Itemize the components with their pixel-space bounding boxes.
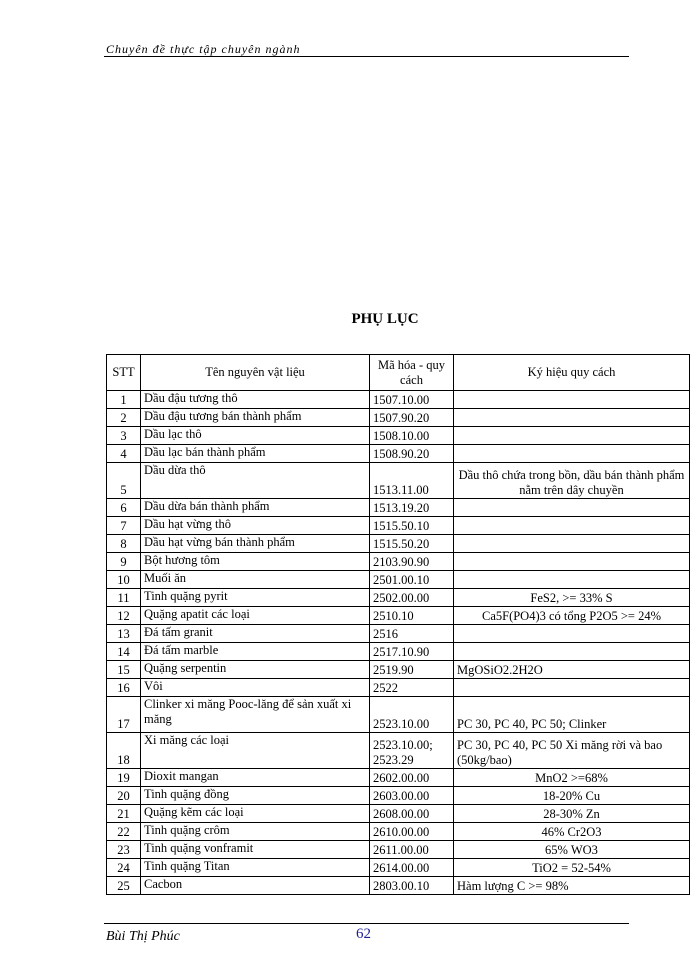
row-stt: 24 [107, 859, 141, 877]
row-material-name: Quặng apatit các loại [141, 607, 370, 625]
row-material-name: Tinh quặng pyrit [141, 589, 370, 607]
row-stt: 13 [107, 625, 141, 643]
row-stt: 22 [107, 823, 141, 841]
row-spec [454, 679, 690, 697]
row-code: 2516 [370, 625, 454, 643]
row-spec: 28-30% Zn [454, 805, 690, 823]
row-spec [454, 391, 690, 409]
row-stt: 3 [107, 427, 141, 445]
row-stt: 7 [107, 517, 141, 535]
row-code: 2523.10.00; 2523.29 [370, 733, 454, 769]
row-material-name: Tinh quặng đồng [141, 787, 370, 805]
table-row [107, 697, 690, 733]
row-material-name: Xi măng các loại [141, 733, 370, 769]
row-stt: 10 [107, 571, 141, 589]
table-row [107, 409, 690, 427]
row-material-name: Tinh quặng crôm [141, 823, 370, 841]
footer-rule [104, 923, 629, 924]
row-material-name: Dầu lạc thô [141, 427, 370, 445]
row-spec: 18-20% Cu [454, 787, 690, 805]
row-code: 2501.00.10 [370, 571, 454, 589]
row-code: 1508.90.20 [370, 445, 454, 463]
row-code: 1508.10.00 [370, 427, 454, 445]
row-spec: FeS2, >= 33% S [454, 589, 690, 607]
row-material-name: Dầu đậu tương thô [141, 391, 370, 409]
col-header-name: Tên nguyên vật liệu [141, 355, 370, 391]
row-material-name: Dioxit mangan [141, 769, 370, 787]
row-stt: 25 [107, 877, 141, 895]
row-spec [454, 535, 690, 553]
page-title: PHỤ LỤC [351, 311, 419, 327]
row-code: 1513.19.20 [370, 499, 454, 517]
table-row [107, 391, 690, 409]
row-code: 2803.00.10 [370, 877, 454, 895]
table-row [107, 877, 690, 895]
row-stt: 4 [107, 445, 141, 463]
row-material-name: Dầu hạt vừng thô [141, 517, 370, 535]
row-spec [454, 499, 690, 517]
row-material-name: Dầu đậu tương bán thành phẩm [141, 409, 370, 427]
row-spec [454, 643, 690, 661]
row-code: 1513.11.00 [370, 463, 454, 499]
row-stt: 17 [107, 697, 141, 733]
row-stt: 6 [107, 499, 141, 517]
footer-author: Bùi Thị Phúc [106, 929, 180, 944]
running-header: Chuyên đề thực tập chuyên ngành [106, 42, 301, 56]
row-spec: MgOSiO2.2H2O [454, 661, 690, 679]
row-code: 2614.00.00 [370, 859, 454, 877]
row-code: 2608.00.00 [370, 805, 454, 823]
table-row [107, 823, 690, 841]
row-stt: 5 [107, 463, 141, 499]
row-spec: Ca5F(PO4)3 có tổng P2O5 >= 24% [454, 607, 690, 625]
row-material-name: Muối ăn [141, 571, 370, 589]
row-material-name: Tinh quặng Titan [141, 859, 370, 877]
col-header-stt: STT [107, 355, 141, 391]
row-material-name: Vôi [141, 679, 370, 697]
col-header-code: Mã hóa - quy cách [370, 355, 454, 391]
table-row [107, 805, 690, 823]
row-stt: 16 [107, 679, 141, 697]
row-code: 1507.90.20 [370, 409, 454, 427]
table-row [107, 679, 690, 697]
row-stt: 2 [107, 409, 141, 427]
table-body [107, 391, 690, 895]
row-stt: 15 [107, 661, 141, 679]
row-spec: PC 30, PC 40, PC 50; Clinker [454, 697, 690, 733]
row-code: 1515.50.10 [370, 517, 454, 535]
row-spec: 65% WO3 [454, 841, 690, 859]
row-stt: 1 [107, 391, 141, 409]
row-spec [454, 445, 690, 463]
row-spec: Dầu thô chứa trong bồn, dầu bán thành phẩm nằm trên dây chuyền [454, 463, 690, 499]
table-row [107, 589, 690, 607]
row-spec: PC 30, PC 40, PC 50 Xi măng rời và bao (50kg/bao) [454, 733, 690, 769]
row-material-name: Đá tấm marble [141, 643, 370, 661]
row-material-name: Quặng serpentin [141, 661, 370, 679]
header-rule [104, 56, 629, 57]
table-row [107, 643, 690, 661]
table-row [107, 463, 690, 499]
row-material-name: Dầu hạt vừng bán thành phẩm [141, 535, 370, 553]
table-row [107, 859, 690, 877]
row-spec [454, 409, 690, 427]
row-stt: 14 [107, 643, 141, 661]
row-code: 2603.00.00 [370, 787, 454, 805]
table-row [107, 499, 690, 517]
row-material-name: Cacbon [141, 877, 370, 895]
row-stt: 9 [107, 553, 141, 571]
page-number: 62 [356, 926, 371, 942]
table-row [107, 733, 690, 769]
materials-table [106, 354, 690, 895]
table-row [107, 517, 690, 535]
row-stt: 12 [107, 607, 141, 625]
row-stt: 23 [107, 841, 141, 859]
table-row [107, 553, 690, 571]
row-stt: 19 [107, 769, 141, 787]
row-code: 1507.10.00 [370, 391, 454, 409]
row-code: 2611.00.00 [370, 841, 454, 859]
row-material-name: Tinh quặng vonframit [141, 841, 370, 859]
row-material-name: Dầu dừa bán thành phẩm [141, 499, 370, 517]
row-spec: 46% Cr2O3 [454, 823, 690, 841]
row-spec [454, 517, 690, 535]
col-header-spec: Ký hiệu quy cách [454, 355, 690, 391]
table-row [107, 661, 690, 679]
table-row [107, 445, 690, 463]
row-code: 1515.50.20 [370, 535, 454, 553]
row-code: 2610.00.00 [370, 823, 454, 841]
row-material-name: Dầu lạc bán thành phẩm [141, 445, 370, 463]
table-row [107, 841, 690, 859]
row-code: 2519.90 [370, 661, 454, 679]
row-stt: 21 [107, 805, 141, 823]
row-code: 2510.10 [370, 607, 454, 625]
table-row [107, 427, 690, 445]
row-spec: TiO2 = 52-54% [454, 859, 690, 877]
table-row [107, 769, 690, 787]
table-row [107, 535, 690, 553]
row-code: 2103.90.90 [370, 553, 454, 571]
row-spec: Hàm lượng C >= 98% [454, 877, 690, 895]
row-code: 2502.00.00 [370, 589, 454, 607]
row-material-name: Clinker xi măng Pooc-lăng để sản xuất xi măng [141, 697, 370, 733]
table-row [107, 571, 690, 589]
row-spec [454, 553, 690, 571]
row-spec [454, 625, 690, 643]
row-code: 2517.10.90 [370, 643, 454, 661]
row-code: 2523.10.00 [370, 697, 454, 733]
row-spec: MnO2 >=68% [454, 769, 690, 787]
row-material-name: Đá tấm granit [141, 625, 370, 643]
row-material-name: Bột hương tôm [141, 553, 370, 571]
row-stt: 20 [107, 787, 141, 805]
row-code: 2602.00.00 [370, 769, 454, 787]
row-code: 2522 [370, 679, 454, 697]
table-row [107, 787, 690, 805]
row-stt: 11 [107, 589, 141, 607]
row-spec [454, 427, 690, 445]
table-row [107, 625, 690, 643]
row-material-name: Quặng kẽm các loại [141, 805, 370, 823]
row-spec [454, 571, 690, 589]
row-stt: 18 [107, 733, 141, 769]
table-row [107, 607, 690, 625]
row-material-name: Dầu dừa thô [141, 463, 370, 499]
row-stt: 8 [107, 535, 141, 553]
